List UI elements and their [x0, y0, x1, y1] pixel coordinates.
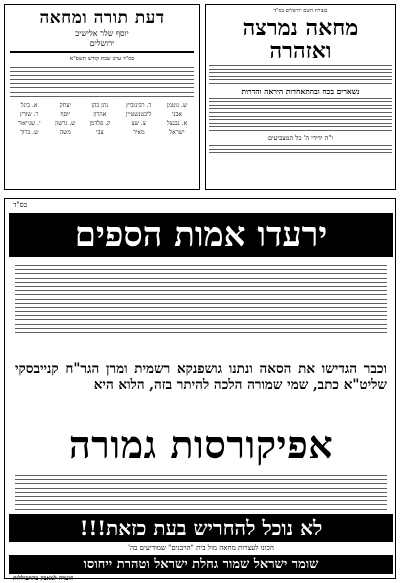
left-notice-title: דעת תורה ומחאה	[39, 8, 165, 28]
signatory: ד. רבינוביץ	[126, 101, 152, 109]
signatory: י. שנייאור	[17, 119, 41, 127]
signatory: צבי	[96, 128, 104, 136]
poster-signature: הועדה למאבק בהתבוללות	[13, 575, 74, 582]
signatory: ישראל	[169, 128, 185, 136]
signatory: ש. גרשון	[55, 119, 76, 127]
left-notice-body-text	[10, 67, 194, 97]
left-notice-date: בס"ד ערב שבת קודש תשפ"א	[69, 55, 135, 62]
signatory: ר. שורץ	[19, 110, 39, 118]
table-row	[10, 110, 194, 119]
signatory: יוסף	[60, 110, 71, 118]
main-poster	[4, 198, 396, 582]
table-row	[10, 128, 194, 137]
right-notice-headline: מחאה נמרצה	[242, 15, 359, 41]
signatory: צ. שצ	[131, 119, 146, 127]
poster-footer-banner: שומר ישראל שמור גחלת ישראל וטהרת ייחוסו	[9, 555, 393, 574]
table-row	[10, 101, 194, 110]
right-notice-footnote	[209, 145, 392, 153]
right-notice-bold-line: נשארים בכח ובהתאחדות היראה והדרות	[241, 86, 360, 96]
left-notice	[4, 4, 200, 190]
signatory: משה	[59, 128, 71, 136]
poster-body-paragraph-2	[15, 475, 387, 513]
signatory: ש. ברוך	[19, 128, 39, 136]
signatory: נתן כהן	[91, 101, 109, 109]
signatory: ש. גוטמן	[166, 101, 188, 109]
poster-headline-banner: ירעדו אמות הספים	[9, 213, 393, 257]
signatory: א. ביגל	[20, 101, 38, 109]
right-notice-headline-2: ואזהרה	[269, 38, 332, 64]
signatory: ק. פלדמן	[89, 119, 111, 127]
signatory: א. נבנצל	[166, 119, 188, 127]
poster-closing-text: הכונו לעצרות מחאה מול בית "הרבנים" שמודיעים בה'	[128, 544, 274, 552]
right-notice-body-text	[209, 65, 392, 84]
right-notice-signature: ו"ה ידידי ה' כל המצביעים	[267, 133, 334, 142]
table-row	[10, 119, 194, 128]
signatory: אהרון	[93, 110, 107, 118]
right-notice	[205, 4, 396, 190]
poster-emphasis-text: וכבר הגדישו את הסאה ונתנו גושפנקא רשמית ומרן הגר"ח קנייבסקי שליט"א כתב, שמי שמורה הלכה להיתר בזה, הלוא היא	[15, 361, 387, 393]
right-notice-body-text-2	[209, 98, 392, 131]
left-notice-subtitle: ירושלים	[89, 39, 115, 48]
right-notice-top: בעזרת השם ירושלים בס"ד	[273, 8, 328, 14]
signatory: ליכטנשטיין	[125, 110, 152, 118]
left-notice-author: יוסף שלר אלישיב	[75, 29, 129, 38]
signatory: אבני	[171, 110, 183, 118]
signatory: יצחק	[59, 101, 72, 109]
divider	[10, 51, 194, 53]
poster-call-banner: לא נוכל להחריש בעת כזאת!!!	[9, 514, 393, 542]
poster-body-paragraph	[15, 265, 387, 336]
signatories-table	[10, 101, 194, 137]
poster-main-slogan: אפיקורסות גמורה	[68, 422, 334, 467]
bsd-mark: בס"ד	[13, 201, 27, 209]
signatory: מאיר	[132, 128, 145, 136]
